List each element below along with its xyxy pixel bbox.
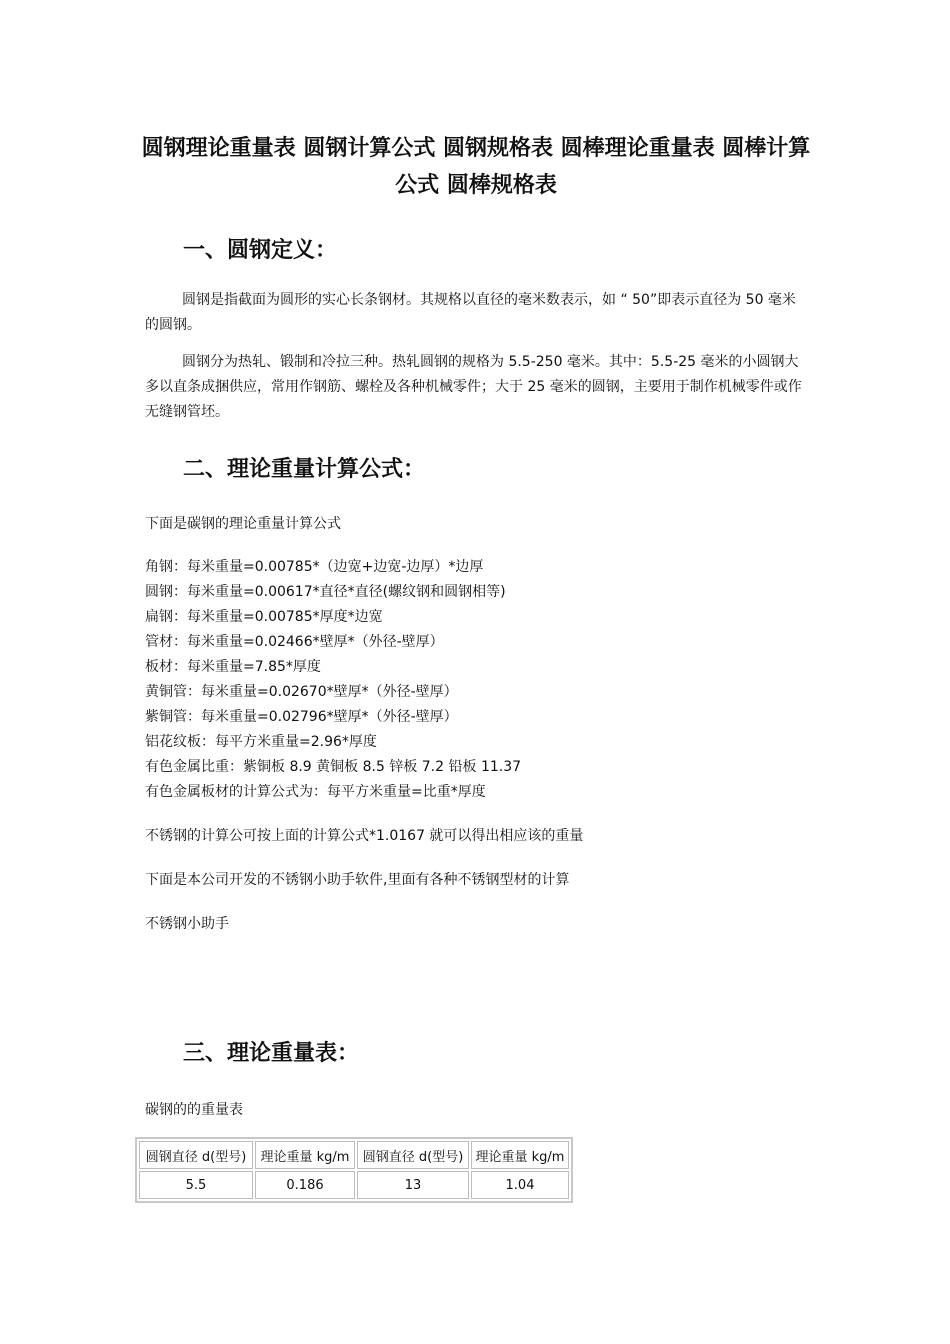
formula-plate: 板材：每米重量=7.85*厚度 (145, 659, 321, 675)
formulas-intro: 下面是碳钢的理论重量计算公式 (145, 516, 341, 532)
table-header-cell: 圆钢直径 d(型号) (357, 1141, 469, 1169)
table-caption: 碳钢的的重量表 (145, 1102, 243, 1118)
table-cell: 1.04 (471, 1171, 569, 1199)
formula-aluminum-checker-plate: 铝花纹板：每平方米重量=2.96*厚度 (145, 734, 377, 750)
table-header-row (139, 1141, 569, 1169)
document-page (141, 130, 811, 1203)
table-cell: 0.186 (255, 1171, 355, 1199)
software-note: 下面是本公司开发的不锈钢小助手软件,里面有各种不锈钢型材的计算 (145, 872, 570, 888)
formula-copper-pipe: 紫铜管：每米重量=0.02796*壁厚*（外径-壁厚） (145, 709, 458, 725)
nonferrous-density: 有色金属比重：紫铜板 8.9 黄铜板 8.5 锌板 7.2 铅板 11.37 (145, 759, 522, 775)
table-row (139, 1171, 569, 1199)
definition-paragraph-2: 圆钢分为热轧、锻制和冷拉三种。热轧圆钢的规格为 5.5-250 毫米。其中：5.5-25 毫米的小圆钢大多以直条成捆供应，常用作钢筋、螺栓及各种机械零件；大于 25 毫米的圆钢，主要用于制作机械零件或作无缝钢管坯。 (145, 354, 802, 420)
document-title: 圆钢理论重量表 圆钢计算公式 圆钢规格表 圆棒理论重量表 圆棒计算公式 圆棒规格表 (141, 136, 811, 198)
software-name: 不锈钢小助手 (145, 916, 229, 932)
table-header-cell: 圆钢直径 d(型号) (139, 1141, 253, 1169)
formula-list (145, 555, 807, 805)
table-cell: 13 (357, 1171, 469, 1199)
formula-angle-steel: 角钢：每米重量=0.00785*（边宽+边宽-边厚）*边厚 (145, 559, 484, 575)
section-heading-formulas: 二、理论重量计算公式： (183, 457, 426, 482)
formula-round-steel: 圆钢：每米重量=0.00617*直径*直径(螺纹钢和圆钢相等) (145, 584, 506, 600)
definition-paragraph-1: 圆钢是指截面为圆形的实心长条钢材。其规格以直径的毫米数表示，如 “ 50”即表示直径为 50 毫米的圆钢。 (145, 292, 796, 333)
formula-pipe: 管材：每米重量=0.02466*壁厚*（外径-壁厚） (145, 634, 444, 650)
nonferrous-plate-formula: 有色金属板材的计算公式为：每平方米重量=比重*厚度 (145, 784, 486, 800)
stainless-note: 不锈钢的计算公可按上面的计算公式*1.0167 就可以得出相应该的重量 (145, 828, 584, 844)
table-header-cell: 理论重量 kg/m (255, 1141, 355, 1169)
formula-brass-pipe: 黄铜管：每米重量=0.02670*壁厚*（外径-壁厚） (145, 684, 458, 700)
section-heading-weight-table: 三、理论重量表： (183, 1041, 360, 1066)
weight-table (135, 1137, 573, 1203)
formula-flat-steel: 扁钢：每米重量=0.00785*厚度*边宽 (145, 609, 383, 625)
table-header-cell: 理论重量 kg/m (471, 1141, 569, 1169)
section-heading-definition: 一、圆钢定义： (183, 238, 338, 263)
table-cell: 5.5 (139, 1171, 253, 1199)
